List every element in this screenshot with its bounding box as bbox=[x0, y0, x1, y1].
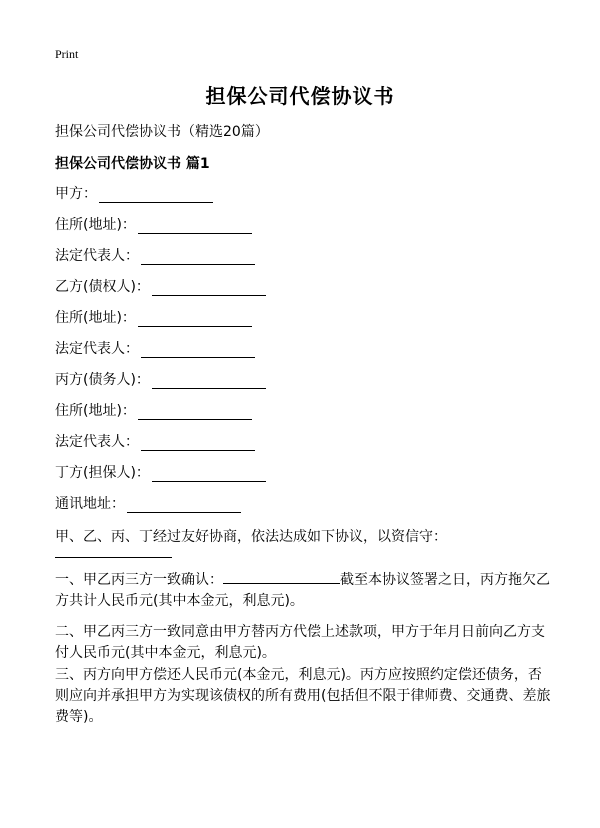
clause-1-suffix: 截至本协议签署之日，丙方拖欠乙方共计人民币元(其中本金元，利息元)。 bbox=[55, 572, 550, 609]
field-party-c bbox=[55, 369, 266, 389]
fill-blank-line bbox=[55, 557, 172, 558]
section-heading: 担保公司代偿协议书 篇1 bbox=[55, 156, 210, 172]
field-party-d bbox=[55, 462, 266, 482]
fill-blank bbox=[223, 570, 340, 584]
field-label: 法定代表人： bbox=[55, 341, 139, 357]
field-mailing-address bbox=[55, 493, 241, 513]
field-address-a bbox=[55, 214, 252, 234]
field-label: 甲方： bbox=[55, 186, 97, 202]
document-title: 担保公司代偿协议书 bbox=[205, 84, 395, 108]
fill-blank bbox=[127, 498, 241, 513]
intro-paragraph: 甲、乙、丙、丁经过友好协商，依法达成如下协议，以资信守： bbox=[55, 529, 447, 545]
clause-3: 三、丙方向甲方偿还人民币元(本金元，利息元)。丙方应按照约定偿还债务，否则应向并承担甲方为实现该债权的所有费用(包括但不限于律师费、交通费、差旅费等)。 bbox=[55, 667, 551, 725]
fill-blank bbox=[152, 374, 266, 389]
field-label: 丁方(担保人)： bbox=[55, 465, 150, 481]
field-label: 住所(地址)： bbox=[55, 403, 136, 419]
field-legal-rep-a bbox=[55, 245, 255, 265]
field-label: 法定代表人： bbox=[55, 434, 139, 450]
field-label: 住所(地址)： bbox=[55, 310, 136, 326]
field-label: 法定代表人： bbox=[55, 248, 139, 264]
fill-blank bbox=[152, 467, 266, 482]
document-subtitle: 担保公司代偿协议书（精选20篇） bbox=[55, 124, 269, 140]
fill-blank bbox=[138, 219, 252, 234]
clause-2: 二、甲乙丙三方一致同意由甲方替丙方代偿上述款项，甲方于年月日前向乙方支付人民币元(其中本金元，利息元)。 bbox=[55, 624, 545, 661]
field-label: 住所(地址)： bbox=[55, 217, 136, 233]
field-label: 乙方(债权人)： bbox=[55, 279, 150, 295]
clause-1-prefix: 一、甲乙丙三方一致确认： bbox=[55, 572, 223, 588]
field-address-c bbox=[55, 400, 252, 420]
field-address-b bbox=[55, 307, 252, 327]
fill-blank bbox=[141, 343, 255, 358]
fill-blank bbox=[141, 250, 255, 265]
clause-1 bbox=[55, 570, 555, 612]
field-label: 通讯地址： bbox=[55, 496, 125, 512]
field-legal-rep-b bbox=[55, 338, 255, 358]
field-party-a bbox=[55, 183, 213, 203]
fill-blank bbox=[152, 281, 266, 296]
fill-blank bbox=[99, 188, 213, 203]
fill-blank bbox=[138, 405, 252, 420]
field-legal-rep-c bbox=[55, 431, 255, 451]
fill-blank bbox=[141, 436, 255, 451]
field-party-b bbox=[55, 276, 266, 296]
field-label: 丙方(债务人)： bbox=[55, 372, 150, 388]
fill-blank bbox=[138, 312, 252, 327]
print-link[interactable]: Print bbox=[55, 47, 79, 61]
